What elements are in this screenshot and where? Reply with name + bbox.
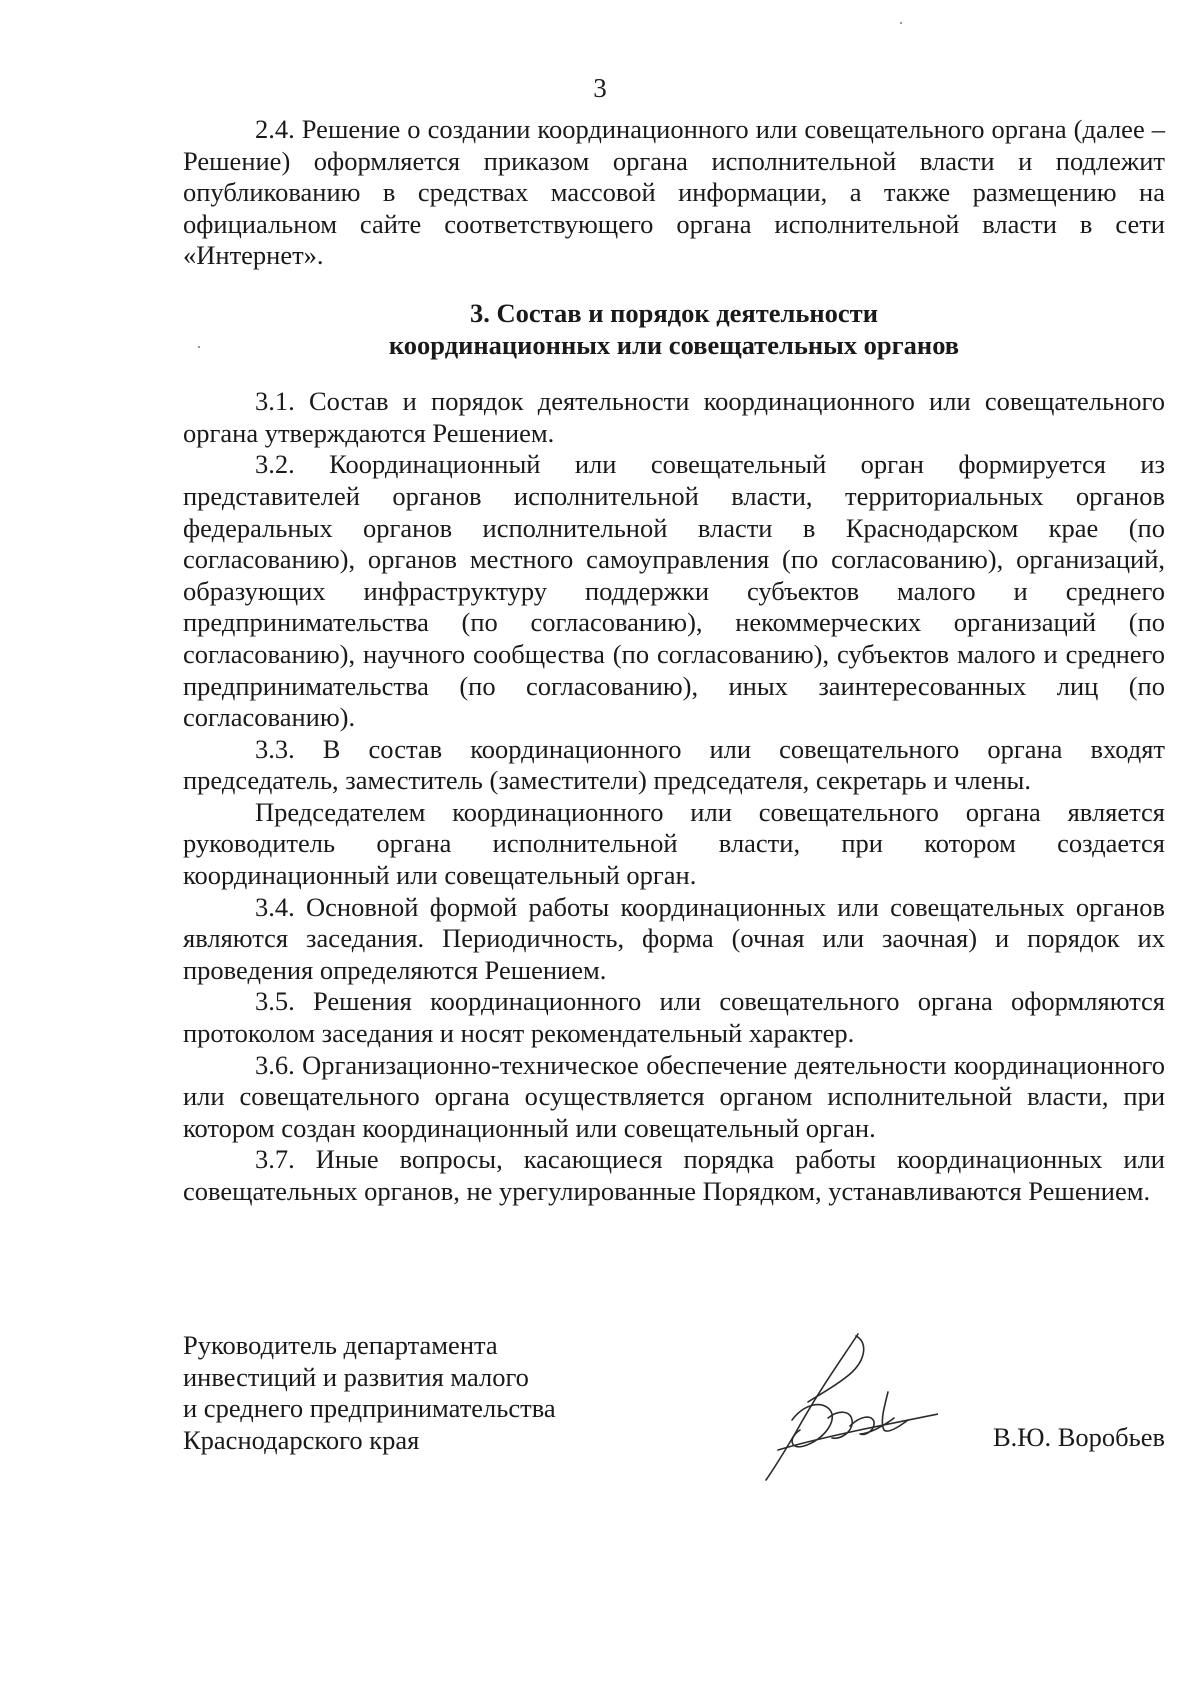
paragraph-3-3: 3.3. В состав координационного или совещательного органа входят председатель, заместитель (заместители) председателя, секретарь и члены. [183, 733, 1165, 796]
section-heading-line-1: 3. Состав и порядок деятельности [470, 297, 878, 328]
signatory-title-line-3: и среднего предпринимательства [183, 1393, 556, 1424]
paragraph-3-7: 3.7. Иные вопросы, касающиеся порядка работы координационных или совещательных органов, не урегулированные Порядком, устанавливаются Решением. [183, 1144, 1165, 1206]
scan-speck [900, 22, 902, 24]
signatory-title-line-2: инвестиций и развития малого [183, 1361, 529, 1392]
paragraph-3-1: 3.1. Состав и порядок деятельности координационного или совещательного органа утверждаются Решением. [183, 386, 1165, 448]
paragraph-3-5: 3.5. Решения координационного или совещательного органа оформляются протоколом заседания и носят рекомендательный характер. [183, 986, 1165, 1049]
paragraph-3-2: 3.2. Координационный или совещательный орган формируется из представителей органов исполнительной власти, территориальных органов федеральных органов исполнительной власти в Краснодарском крае (по согласованию), органов местного самоуправления (по согласованию), организаций, образующих инфраструктуру поддержки субъектов малого и среднего предпринимательства (по согласованию), некоммерческих организаций (по согласованию), научного сообщества (по согласованию), субъектов малого и среднего предпринимательства (по согласованию), иных заинтересованных лиц (по согласованию). [183, 449, 1165, 733]
signatory-title-line-4: Краснодарского края [183, 1424, 420, 1455]
paragraph-2-4: 2.4. Решение о создании координационного или совещательного органа (далее – Решение) оформляется приказом органа исполнительной власти и подлежит опубликованию в средствах массовой информации, а также размещению на официальном сайте соответствующего органа исполнительной власти в сети «Интернет». [183, 114, 1165, 271]
signatory-name: В.Ю. Воробьев [992, 1422, 1165, 1452]
section-heading-line-2: координационных или совещательных органов [388, 329, 960, 360]
section-heading [183, 298, 1165, 361]
signatory-title-line-1: Руководитель департамента [183, 1330, 498, 1360]
paragraph-3-4: 3.4. Основной формой работы координационных или совещательных органов являются заседания. Периодичность, форма (очная или заочная) и порядок их проведения определяются Решением. [183, 891, 1165, 985]
scan-speck [198, 346, 200, 348]
page-number: 3 [593, 73, 607, 103]
handwritten-signature-icon [738, 1322, 938, 1492]
signature-block [183, 1330, 1165, 1456]
document-body [183, 114, 1165, 1208]
paragraph-chairman: Председателем координационного или совещательного органа является руководитель органа исполнительной власти, при котором создается координационный или совещательный орган. [183, 796, 1165, 891]
paragraph-3-6: 3.6. Организационно-техническое обеспечение деятельности координационного или совещательного органа осуществляется органом исполнительной власти, при котором создан координационный или совещательный орган. [183, 1049, 1165, 1143]
